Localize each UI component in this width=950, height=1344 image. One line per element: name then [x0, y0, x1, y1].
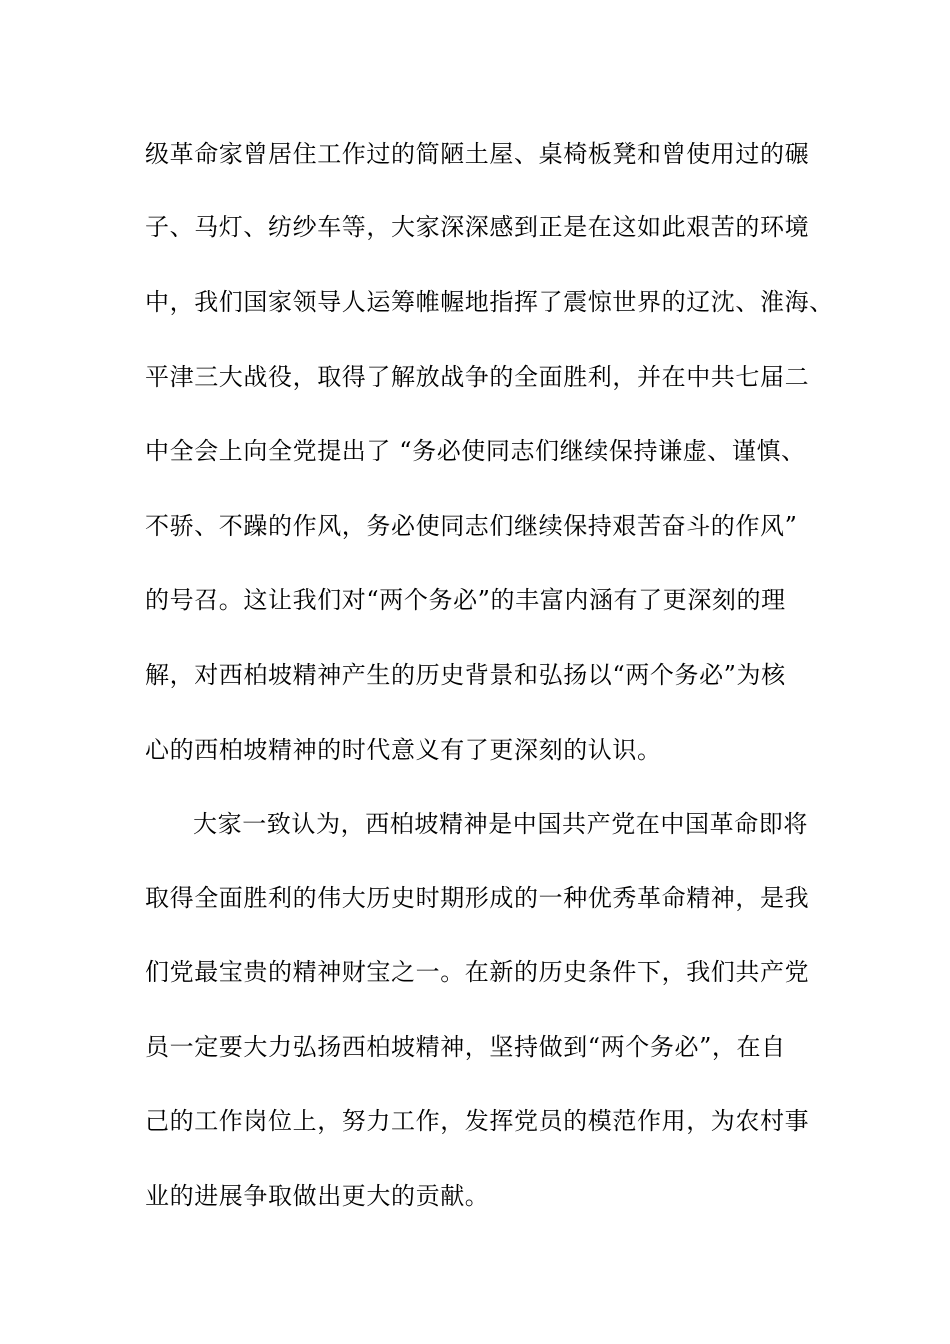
paragraph-line: 解，对西柏坡精神产生的历史背景和弘扬以“两个务必”为核 — [145, 661, 786, 689]
paragraph-line: 业的进展争取做出更大的贡献。 — [145, 1182, 490, 1210]
paragraph-line: 子、马灯、纺纱车等，大家深深感到正是在这如此艰苦的环境 — [145, 213, 810, 241]
paragraph-line: 的号召。这让我们对“两个务必”的丰富内涵有了更深刻的理 — [145, 586, 786, 614]
paragraph-line: 不骄、不躁的作风，务必使同志们继续保持艰苦奋斗的作风” — [145, 512, 798, 540]
paragraph-line: 级革命家曾居住工作过的简陋土屋、桌椅板凳和曾使用过的碾 — [145, 140, 810, 168]
paragraph-line: 中，我们国家领导人运筹帷幄地指挥了震惊世界的辽沈、淮海、 — [145, 288, 834, 316]
paragraph-line: 们党最宝贵的精神财宝之一。在新的历史条件下，我们共产党 — [145, 958, 810, 986]
paragraph-line: 中全会上向全党提出了 “务必使同志们继续保持谦虚、谨慎、 — [145, 437, 806, 465]
paragraph-line: 己的工作岗位上，努力工作，发挥党员的模范作用，为农村事 — [145, 1107, 810, 1135]
paragraph-line: 心的西柏坡精神的时代意义有了更深刻的认识。 — [145, 736, 662, 764]
paragraph-line: 平津三大战役，取得了解放战争的全面胜利，并在中共七届二 — [145, 363, 810, 391]
paragraph-line: 大家一致认为，西柏坡精神是中国共产党在中国革命即将 — [193, 810, 808, 838]
paragraph-line: 员一定要大力弘扬西柏坡精神，坚持做到“两个务必”，在自 — [145, 1033, 786, 1061]
paragraph-line: 取得全面胜利的伟大历史时期形成的一种优秀革命精神，是我 — [145, 884, 810, 912]
